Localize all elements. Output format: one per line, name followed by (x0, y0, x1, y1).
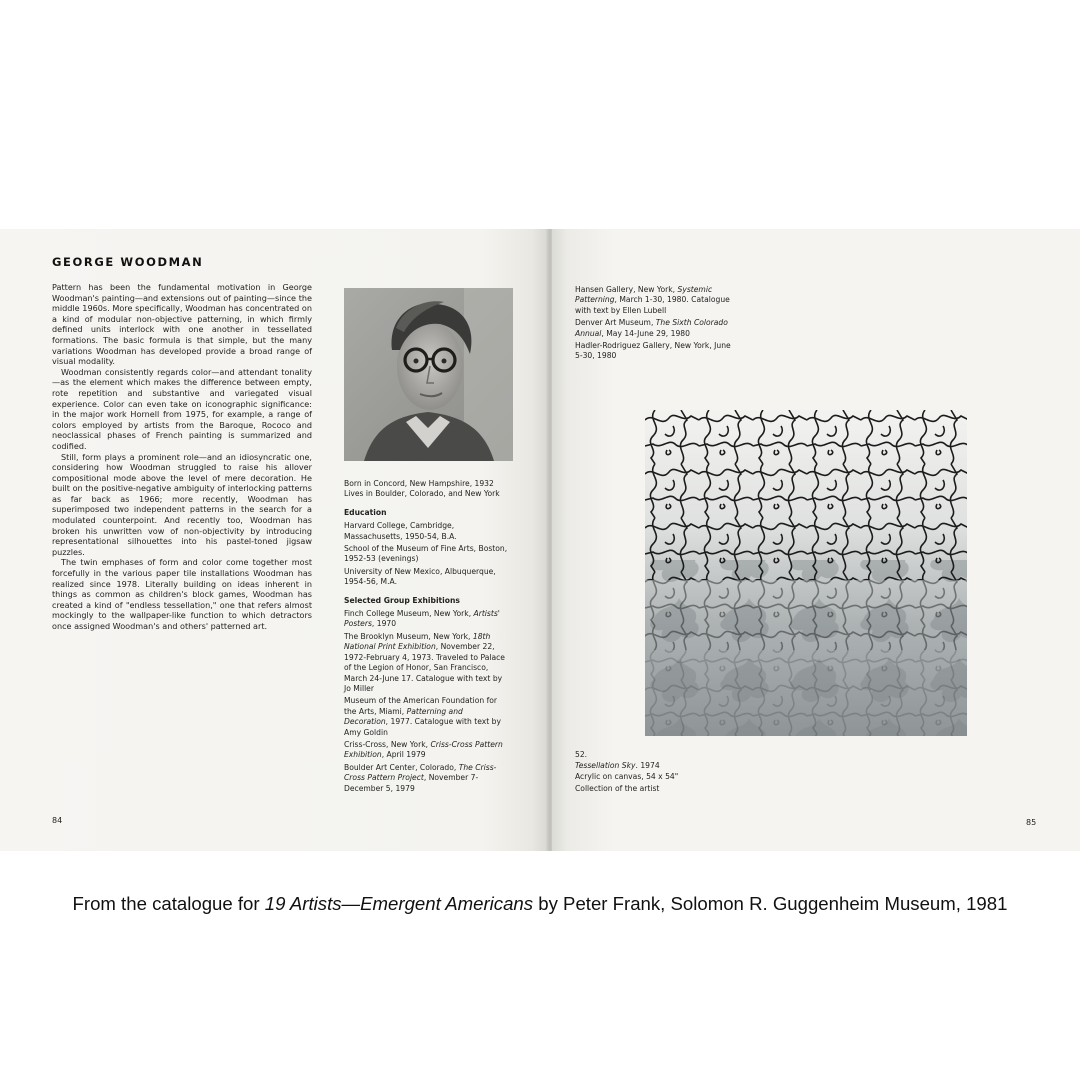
exhibitions-continued (575, 285, 740, 364)
essay-paragraph: Still, form plays a prominent role—and an idiosyncratic one, considering how Woodman struggled to raise his allover compositional mode above the level of mere decoration. He built on the positive-negative ambiguity of interlocking patterns as far back as 1966; more recently, Woodman has superimposed two independent patterns in the search for a modulated counterpoint. And recently too, Woodman has broken his unwritten vow of non-objectivity by introducing representational silhouettes into his pastel-toned jigsaw puzzles. (52, 451, 312, 557)
residence-info: Lives in Boulder, Colorado, and New York (344, 489, 500, 499)
exhibition-entry: Hadler-Rodriguez Gallery, New York, June 5-30, 1980 (575, 341, 731, 361)
exhibition-entry: Denver Art Museum, The Sixth Colorado Annual, May 14-June 29, 1980 (575, 318, 728, 338)
exhibitions-title: Selected Group Exhibitions (344, 595, 460, 605)
left-page (0, 229, 548, 851)
caption-number: 52. (575, 750, 588, 759)
artist-portrait-photo (344, 288, 513, 461)
essay-paragraph: The twin emphases of form and color come together most forcefully in the various paper tile installations Woodman has realized since 1978. Literally building on ideas inherent in things as common as children's block games, Woodman has created a kind of "endless tessellation," one that refers almost mockingly to the wallpaper-like function to which detractors once assigned Woodman's and others' patterned art. (52, 557, 312, 631)
caption-title: Tessellation Sky. 1974 (575, 761, 660, 771)
artist-bio (344, 479, 509, 796)
essay-text (52, 282, 312, 632)
exhibition-entry: Boulder Art Center, Colorado, The Criss-Cross Pattern Project, November 7-December 5, 1979 (344, 762, 497, 793)
education-entry: School of the Museum of Fine Arts, Boston, 1952-53 (evenings) (344, 544, 508, 564)
exhibition-entry: The Brooklyn Museum, New York, 18th National Print Exhibition, November 22, 1972-February 4, 1973. Traveled to Palace of the Legion of Honor, San Francisco, March 24-June 17. Catalogue with text by Jo Miller (344, 631, 505, 693)
education-title: Education (344, 507, 387, 517)
page-number-left: 84 (52, 816, 63, 825)
birth-info: Born in Concord, New Hampshire, 1932 (344, 479, 494, 488)
book-spread (0, 229, 1080, 851)
education-entry: Harvard College, Cambridge, Massachusetts, 1950-54, B.A. (344, 521, 457, 541)
exhibition-entry: Hansen Gallery, New York, Systemic Patterning, March 1-30, 1980. Catalogue with text by Ellen Lubell (575, 285, 730, 315)
exhibition-entry: Museum of the American Foundation for the Arts, Miami, Patterning and Decoration, 1977. Catalogue with text by Amy Goldin (344, 696, 501, 737)
exhibition-entry: Finch College Museum, New York, Artists' Posters, 1970 (344, 609, 500, 629)
page-number-right: 85 (1026, 818, 1037, 827)
education-entry: University of New Mexico, Albuquerque, 1954-56, M.A. (344, 566, 496, 587)
tessellation-sky-artwork (645, 410, 967, 736)
caption-collection: Collection of the artist (575, 783, 660, 793)
exhibition-entry: Criss-Cross, New York, Criss-Cross Pattern Exhibition, April 1979 (344, 739, 503, 760)
caption-medium: Acrylic on canvas, 54 x 54" (575, 772, 679, 782)
source-credit: From the catalogue for 19 Artists—Emergent Americans by Peter Frank, Solomon R. Guggenheim Museum, 1981 (72, 893, 1008, 914)
essay-paragraph: Pattern has been the fundamental motivation in George Woodman's painting—and extensions out of painting—since the middle 1960s. More specifically, Woodman has concentrated on a kind of modular non-objective patterning, in which firmly defined units interlock with one another in tessellated formations. The basic formula is that simple, but the many variations Woodman has developed provide a broad range of visual modality. (52, 282, 312, 367)
artwork-caption (575, 749, 775, 794)
essay-paragraph: Woodman consistently regards color—and attendant tonality—as the element which makes the difference between empty, rote repetition and substantive and variegated visual experience. Color can even take on iconographic significance: in the major work Hornell from 1975, for example, a range of colors employed by artists from the Baroque, Rococo and neoclassical phases of French painting is summarized and codified. (52, 366, 312, 451)
artist-heading: GEORGE WOODMAN (52, 255, 204, 269)
